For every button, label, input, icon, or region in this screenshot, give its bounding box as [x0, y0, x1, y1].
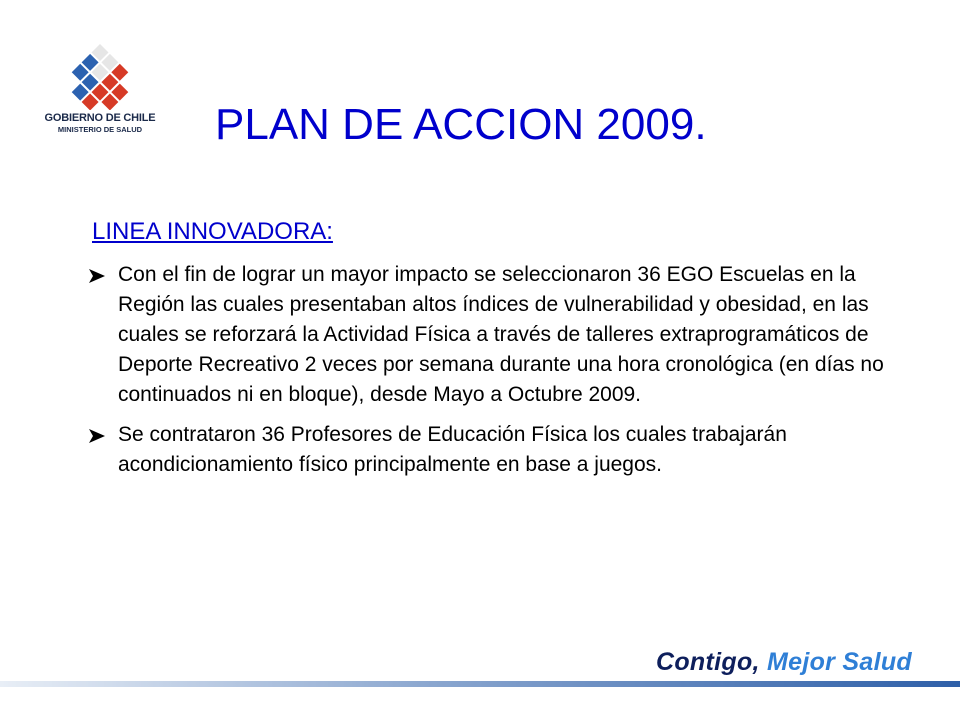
bullet-item: [88, 420, 888, 480]
slogan-part-mejor-salud: Mejor Salud: [759, 648, 912, 676]
footer-divider: [0, 681, 960, 687]
arrow-bullet-icon: [88, 428, 106, 444]
bullet-text: Con el fin de lograr un mayor impacto se seleccionaron 36 EGO Escuelas en la Región las cuales presentaban altos índices de vulnerabilidad y obesidad, en las cuales se reforzará la Actividad Física a través de talleres extraprogramáticos de Deporte Recreativo 2 veces por semana durante una hora cronológica (en días no continuados ni en bloque), desde Mayo a Octubre 2009.: [118, 263, 884, 406]
slide-title: PLAN DE ACCION 2009.: [215, 100, 707, 149]
slogan-part-contigo: Contigo,: [656, 648, 760, 676]
logo-diamond-icon: [58, 40, 142, 110]
gobierno-de-chile-logo: [40, 40, 160, 140]
section-heading: LINEA INNOVADORA:: [92, 218, 333, 245]
bullet-text: Se contrataron 36 Profesores de Educación Física los cuales trabajarán acondicionamiento físico principalmente en base a juegos.: [118, 423, 787, 476]
arrow-bullet-icon: [88, 268, 106, 284]
footer-slogan: [656, 648, 912, 677]
bullet-list: [88, 260, 888, 490]
logo-text-gobierno: GOBIERNO DE CHILE: [44, 112, 156, 124]
bullet-item: [88, 260, 888, 410]
logo-text-ministerio: MINISTERIO DE SALUD: [57, 125, 143, 134]
